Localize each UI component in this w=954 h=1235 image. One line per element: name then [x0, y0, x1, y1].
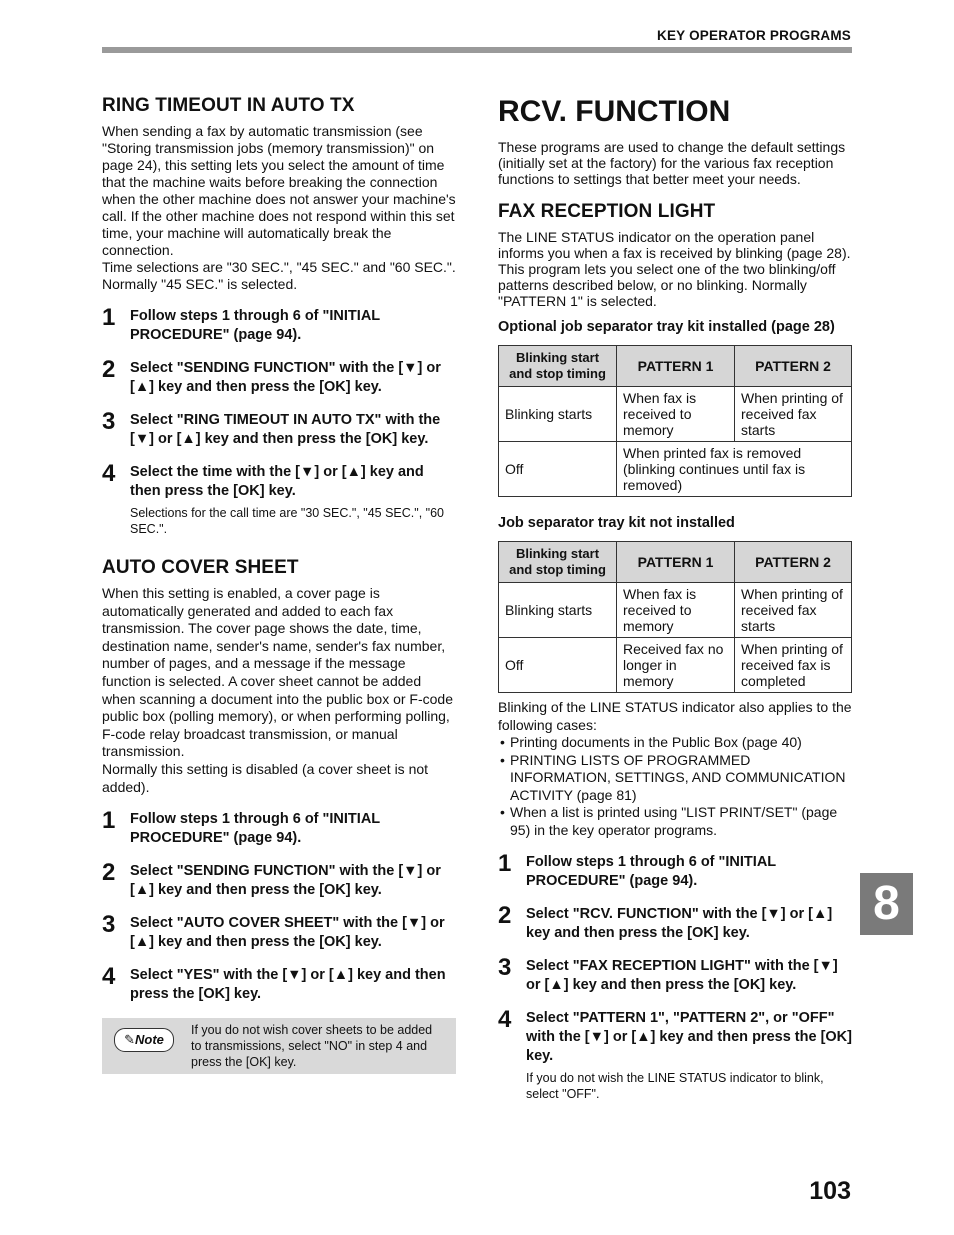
table-cell: When printed fax is removed (blinking continues until fax is removed)	[617, 442, 852, 497]
step-number: 1	[102, 807, 116, 835]
ring-timeout-heading: RING TIMEOUT IN AUTO TX	[102, 95, 355, 116]
table-row	[499, 442, 852, 497]
page-number: 103	[809, 1177, 851, 1205]
fax-reception-description: The LINE STATUS indicator on the operation panel informs you when a fax is received by blinking (page 28). This program lets you select one of the two blinking/off patterns described below, or no blinking. Normally "PATTERN 1" is selected.	[498, 229, 851, 309]
table-header: PATTERN 2	[735, 542, 852, 583]
table-cell: Blinking starts	[499, 387, 617, 442]
list-item: • When a list is printed using "LIST PRINT/SET" (page 95) in the key operator programs.	[498, 804, 852, 839]
list-item: • Printing documents in the Public Box (page 40)	[498, 734, 852, 752]
table-cell: When printing of received fax is completed	[735, 638, 852, 693]
auto-cover-default: Normally this setting is disabled (a cover sheet is not added).	[102, 760, 429, 795]
cover-step-1	[102, 807, 456, 848]
table-cell: Blinking starts	[499, 583, 617, 638]
table-header: PATTERN 1	[617, 542, 735, 583]
line-status-cases-list	[498, 734, 852, 839]
step-number: 3	[102, 911, 116, 939]
right-column	[498, 95, 852, 1116]
step-number: 1	[498, 850, 512, 877]
step-text: Select "RCV. FUNCTION" with the [▼] or [▲] key and then press the [OK] key.	[526, 906, 833, 941]
step-text: Select "SENDING FUNCTION" with the [▼] or [▲] key and then press the [OK] key.	[130, 863, 441, 899]
ring-step-3	[102, 408, 456, 449]
step-text: Follow steps 1 through 6 of "INITIAL PROCEDURE" (page 94).	[130, 308, 380, 343]
ring-step-1	[102, 304, 456, 345]
fax-step-2	[498, 902, 852, 943]
ring-timeout-time-options: Time selections are "30 SEC.", "45 SEC." and "60 SEC.".	[102, 259, 456, 275]
step-text: Select "AUTO COVER SHEET" with the [▼] or [▲] key and then press the [OK] key.	[130, 915, 445, 951]
pattern-table-installed	[498, 345, 852, 497]
note-icon: ✎Note	[114, 1028, 174, 1052]
ring-timeout-default: Normally "45 SEC." is selected.	[102, 276, 298, 292]
table1-heading: Optional job separator tray kit installed (page 28)	[498, 319, 835, 335]
step-number: 4	[102, 460, 116, 487]
step-text: Follow steps 1 through 6 of "INITIAL PROCEDURE" (page 94).	[526, 854, 776, 889]
auto-cover-sheet-heading: AUTO COVER SHEET	[102, 557, 299, 578]
step-number: 3	[102, 408, 116, 435]
fax-step-1	[498, 850, 852, 891]
step-text: Select "YES" with the [▼] or [▲] key and then press the [OK] key.	[130, 967, 446, 1003]
table-cell: When printing of received fax starts	[735, 387, 852, 442]
step-text: Select the time with the [▼] or [▲] key and then press the [OK] key.	[130, 464, 424, 499]
table-row	[499, 387, 852, 442]
cover-step-2	[102, 859, 456, 900]
chapter-tab: 8	[860, 873, 913, 935]
table-cell: Off	[499, 442, 617, 497]
note-text: If you do not wish cover sheets to be added to transmissions, select "NO" in step 4 and press the [OK] key.	[191, 1023, 433, 1070]
fax-step-3	[498, 954, 852, 995]
table-header: PATTERN 1	[617, 346, 735, 387]
step-text: Select "RING TIMEOUT IN AUTO TX" with the [▼] or [▲] key and then press the [OK] key.	[130, 412, 441, 447]
table-row	[499, 638, 852, 693]
note-label: Note	[135, 1032, 164, 1048]
step-text: Select "FAX RECEPTION LIGHT" with the [▼] or [▲] key and then press the [OK] key.	[526, 958, 838, 993]
step-number: 2	[498, 902, 512, 929]
auto-cover-description: When this setting is enabled, a cover page is automatically generated and added to each fax transmission. The cover page shows the date, time, destination name, sender's name, sender's fax number, number of pages, and a message if the message function is selected. A cover sheet cannot be added when scanning a document into the public box or F-code public box (polling memory), or when performing polling, F-code relay broadcast transmission, or manual transmission.	[102, 585, 453, 760]
running-header: KEY OPERATOR PROGRAMS	[657, 28, 851, 43]
step-subnote: If you do not wish the LINE STATUS indicator to blink, select "OFF".	[526, 1071, 824, 1101]
rcv-function-title: RCV. FUNCTION	[498, 95, 731, 128]
list-item: • PRINTING LISTS OF PROGRAMMED INFORMATION, SETTINGS, AND COMMUNICATION ACTIVITY (page 81)	[498, 752, 852, 805]
table-header: Blinking start and stop timing	[499, 346, 617, 387]
table-cell: Received fax no longer in memory	[617, 638, 735, 693]
ring-step-4	[102, 460, 456, 537]
table-cell: When fax is received to memory	[617, 583, 735, 638]
table-cell: When printing of received fax starts	[735, 583, 852, 638]
step-number: 4	[102, 963, 116, 991]
table-cell: Off	[499, 638, 617, 693]
table-row	[499, 583, 852, 638]
table-header: PATTERN 2	[735, 346, 852, 387]
ring-timeout-description: When sending a fax by automatic transmission (see "Storing transmission jobs (memory transmission)" on page 24), this setting lets you select the amount of time that the machine waits before breaking the connection when the other machine does not answer your machine's call. If the other machine does not respond within this set time, your machine will automatically break the connection.	[102, 123, 456, 258]
fax-reception-light-heading: FAX RECEPTION LIGHT	[498, 201, 716, 222]
step-number: 1	[102, 304, 116, 331]
step-number: 4	[498, 1006, 512, 1033]
header-rule	[102, 47, 852, 53]
fax-step-4	[498, 1006, 852, 1102]
table-cell: When fax is received to memory	[617, 387, 735, 442]
table-header: Blinking start and stop timing	[499, 542, 617, 583]
step-number: 2	[102, 859, 116, 887]
cover-step-4	[102, 963, 456, 1004]
step-text: Select "PATTERN 1", "PATTERN 2", or "OFF" with the [▼] or [▲] key and then press the [OK] key.	[526, 1010, 852, 1064]
step-text: Select "SENDING FUNCTION" with the [▼] or [▲] key and then press the [OK] key.	[130, 360, 441, 395]
step-number: 2	[102, 356, 116, 383]
left-column	[102, 95, 456, 1074]
line-status-applies-text: Blinking of the LINE STATUS indicator also applies to the following cases:	[498, 699, 852, 733]
step-subnote: Selections for the call time are "30 SEC.", "45 SEC.", "60 SEC.".	[130, 506, 444, 536]
ring-step-2	[102, 356, 456, 397]
cover-step-3	[102, 911, 456, 952]
pattern-table-not-installed	[498, 541, 852, 693]
note-box	[102, 1018, 456, 1074]
table2-heading: Job separator tray kit not installed	[498, 515, 735, 531]
rcv-function-intro: These programs are used to change the default settings (initially set at the factory) for the various fax reception functions to settings that better meet your needs.	[498, 139, 846, 187]
step-number: 3	[498, 954, 512, 981]
step-text: Follow steps 1 through 6 of "INITIAL PROCEDURE" (page 94).	[130, 811, 380, 847]
